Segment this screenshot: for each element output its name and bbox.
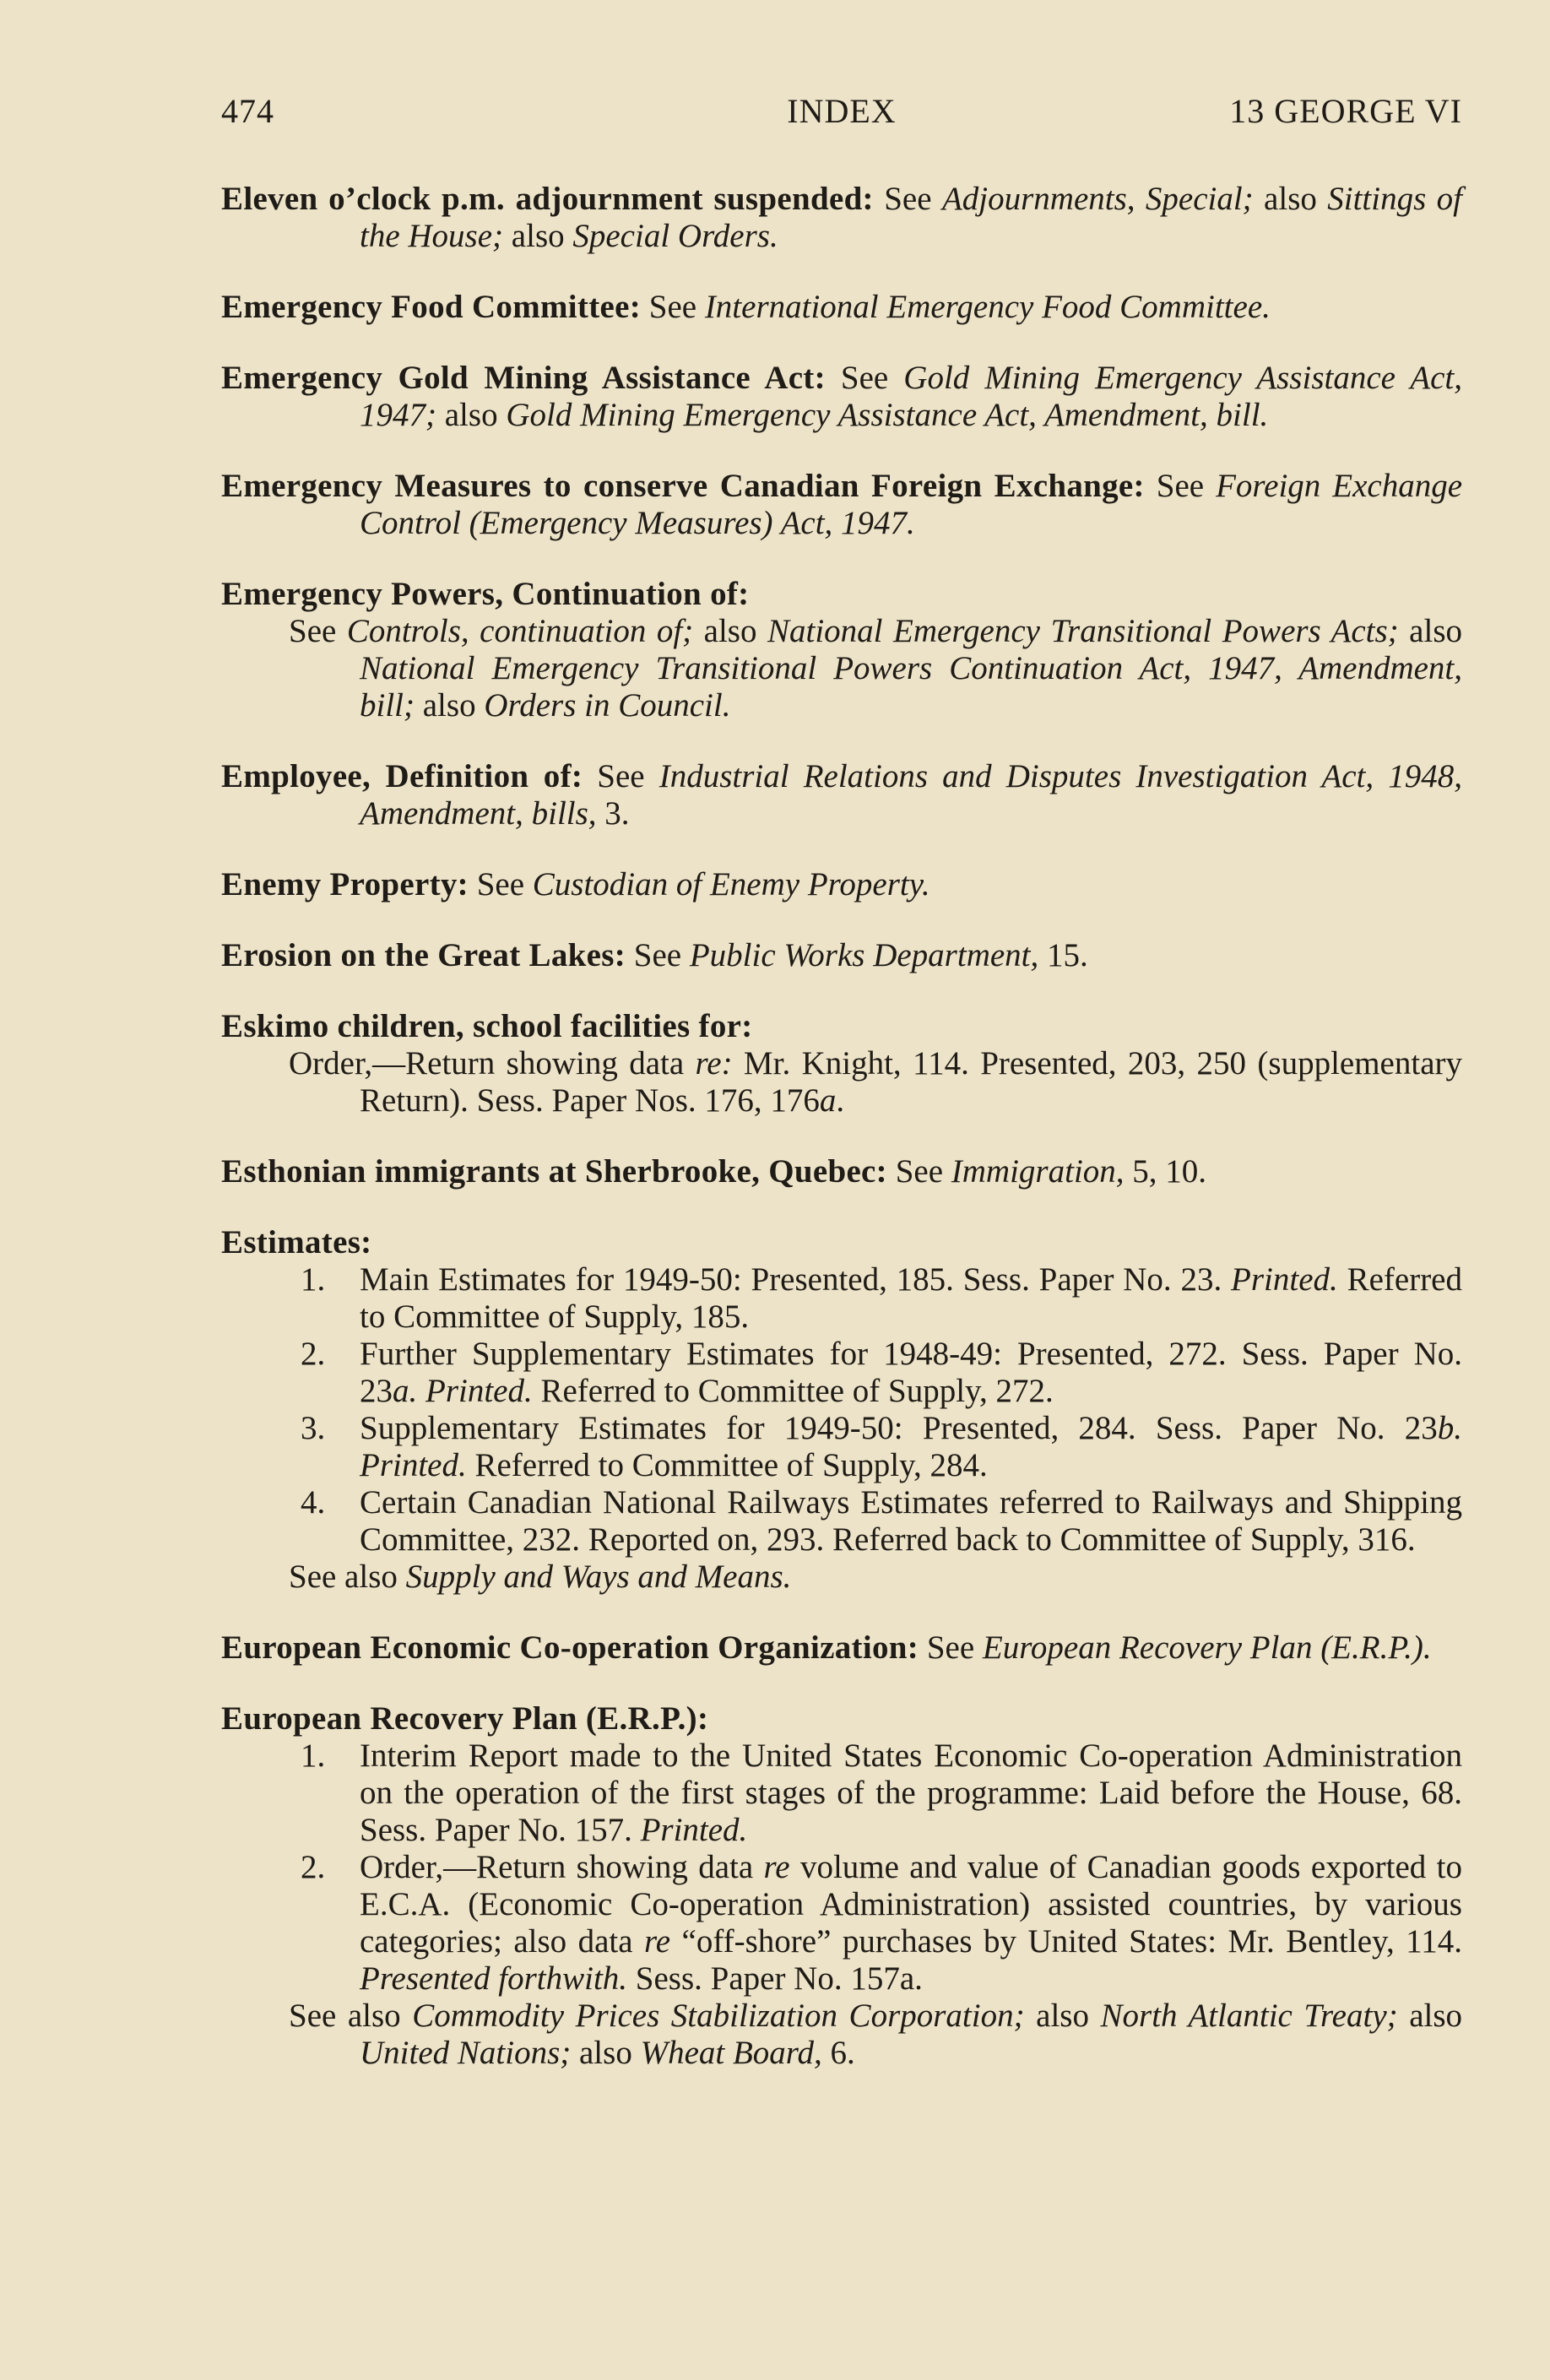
item-number: 1. <box>301 1738 326 1774</box>
cross-reference: Foreign Exchange Control (Emergency Measures) Act, 1947. <box>360 468 1463 541</box>
cross-reference: re <box>763 1849 790 1885</box>
entry-text: also <box>415 687 485 724</box>
entry-text: also <box>1024 1998 1101 2034</box>
list-item <box>221 1336 1462 1410</box>
entry-heading: Eleven o’clock p.m. adjournment suspended: <box>221 181 874 217</box>
cross-reference: Orders in Council. <box>484 687 731 724</box>
cross-reference: Presented forthwith. <box>360 1960 628 1997</box>
cross-reference: Industrial Relations and Disputes Investigation Act, 1948, Amendment, bills, <box>360 758 1463 832</box>
entry-text: also <box>1253 181 1328 217</box>
cross-reference: Custodian of Enemy Property. <box>532 866 930 903</box>
entry-text: See also <box>289 1998 413 2034</box>
cross-reference: Special Orders. <box>572 218 778 254</box>
index-entry-european-economic <box>221 1629 1462 1667</box>
item-number: 2. <box>301 1849 326 1885</box>
entry-text: Order,—Return showing data <box>360 1849 764 1885</box>
entry-text: See <box>873 181 942 217</box>
entry-heading: European Recovery Plan (E.R.P.): <box>221 1700 709 1737</box>
item-number: 4. <box>301 1484 326 1521</box>
entry-text: Order,—Return showing data <box>289 1045 696 1082</box>
see-also-line <box>221 1998 1462 2072</box>
reign-label: 13 GEORGE VI <box>1229 92 1462 130</box>
index-content <box>221 181 1462 2106</box>
entry-heading: Estimates: <box>221 1224 372 1260</box>
index-entry-emergency-food <box>221 289 1462 326</box>
list-item <box>221 1484 1462 1559</box>
entry-text: 3. <box>596 795 630 832</box>
entry-text: also <box>1397 1998 1463 2034</box>
cross-reference: North Atlantic Treaty; <box>1100 1998 1398 2034</box>
erp-list <box>221 1738 1462 1998</box>
entry-text: Referred to Committee of Supply, 185. <box>360 1261 1462 1335</box>
cross-reference: National Emergency Transitional Powers Acts; <box>767 613 1399 649</box>
cross-reference: Controls, continuation of; <box>346 613 694 649</box>
entry-text: See also <box>289 1559 406 1595</box>
cross-reference: International Emergency Food Committee. <box>704 289 1271 325</box>
index-entry-emergency-gold <box>221 360 1462 434</box>
entry-text: Sess. Paper No. 157a. <box>627 1960 923 1997</box>
entry-text: See <box>583 758 659 794</box>
index-entry-estimates <box>221 1224 1462 1596</box>
entry-text: also <box>571 2035 641 2071</box>
index-entry-employee <box>221 758 1462 832</box>
entry-text: See <box>626 937 690 973</box>
cross-reference: European Recovery Plan (E.R.P.). <box>982 1629 1432 1666</box>
cross-reference: United Nations; <box>360 2035 572 2071</box>
entry-text: Supplementary Estimates for 1949-50: Presented, 284. Sess. Paper No. 23 <box>360 1410 1438 1446</box>
entry-text: 6. <box>821 2035 855 2071</box>
list-item <box>221 1261 1462 1336</box>
entry-text: Certain Canadian National Railways Estimates referred to Railways and Shipping Committee, 232. Reported on, 293. Referred back to Committee of Supply, 316. <box>360 1484 1462 1558</box>
entry-heading: Esthonian immigrants at Sherbrooke, Quebec: <box>221 1153 887 1190</box>
item-number: 1. <box>301 1261 326 1298</box>
cross-reference: Wheat Board, <box>640 2035 822 2071</box>
cross-reference: Sittings of the House; <box>360 181 1463 254</box>
entry-text: See <box>825 360 904 396</box>
index-entry-eskimo <box>221 1008 1462 1120</box>
entry-heading: Enemy Property: <box>221 866 469 903</box>
see-also-line <box>221 1559 1462 1596</box>
cross-reference: re <box>644 1923 671 1960</box>
entry-heading: Emergency Measures to conserve Canadian Foreign Exchange: <box>221 468 1145 504</box>
entry-text: See <box>641 289 705 325</box>
entry-heading: Emergency Powers, Continuation of: <box>221 576 750 612</box>
entry-text: Main Estimates for 1949-50: Presented, 185. Sess. Paper No. 23. <box>360 1261 1232 1298</box>
item-number: 3. <box>301 1410 326 1446</box>
entry-text: 15. <box>1038 937 1088 973</box>
entry-text: volume and value of Canadian goods exported to E.C.A. (Economic Co-operation Administration) assisted countries, by various categories; also data <box>360 1849 1463 1960</box>
cross-reference: National Emergency Transitional Powers Continuation Act, 1947, Amendment, bill; <box>360 650 1462 724</box>
entry-text: See <box>468 866 533 903</box>
entry-text: Referred to Committee of Supply, 272. <box>532 1373 1054 1409</box>
list-item <box>221 1410 1462 1484</box>
entry-heading: Emergency Gold Mining Assistance Act: <box>221 360 826 396</box>
page-title: INDEX <box>787 92 897 130</box>
entry-text: See <box>886 1153 951 1190</box>
cross-reference: Printed. <box>640 1812 748 1848</box>
entry-subline <box>221 1045 1462 1120</box>
index-entry-emergency-powers <box>221 576 1462 724</box>
index-entry-esthonian <box>221 1153 1462 1190</box>
entry-heading: Erosion on the Great Lakes: <box>221 937 626 973</box>
list-item <box>221 1849 1462 1998</box>
index-entry-emergency-measures <box>221 468 1462 542</box>
entry-text: 5, 10. <box>1124 1153 1207 1190</box>
cross-reference: a. Printed. <box>393 1373 533 1409</box>
index-entry-eleven-oclock <box>221 181 1462 255</box>
cross-reference: Gold Mining Emergency Assistance Act, 1947; <box>360 360 1463 433</box>
entry-heading: Emergency Food Committee: <box>221 289 641 325</box>
entry-heading: Eskimo children, school facilities for: <box>221 1008 753 1044</box>
entry-text: “off-shore” purchases by United States: Mr. Bentley, 114. <box>670 1923 1462 1960</box>
running-header <box>221 91 1462 142</box>
cross-reference: Immigration, <box>951 1153 1125 1190</box>
entry-text: Interim Report made to the United States Economic Co-operation Administration on the operation of the first stages of the programme: Laid before the House, 68. Sess. Paper No. 157. <box>360 1738 1462 1848</box>
list-item <box>221 1738 1462 1849</box>
cross-reference: Adjournments, Special; <box>941 181 1254 217</box>
cross-reference: b. Printed. <box>360 1410 1462 1483</box>
page-number: 474 <box>221 92 274 130</box>
cross-reference: Public Works Department, <box>689 937 1039 973</box>
cross-reference: Supply and Ways and Means. <box>405 1559 792 1595</box>
entry-heading: Employee, Definition of: <box>221 758 583 794</box>
index-entry-european-recovery-plan <box>221 1700 1462 2072</box>
entry-heading: European Economic Co-operation Organization: <box>221 1629 919 1666</box>
cross-reference: re: <box>695 1045 733 1082</box>
cross-reference: Commodity Prices Stabilization Corporation; <box>412 1998 1025 2034</box>
entry-text: Referred to Committee of Supply, 284. <box>466 1447 988 1483</box>
entry-text: also <box>503 218 573 254</box>
index-entry-erosion <box>221 937 1462 974</box>
entry-text: . <box>836 1082 845 1119</box>
entry-text: See <box>1144 468 1217 504</box>
entry-text: See <box>919 1629 983 1666</box>
entry-text: also <box>436 397 507 433</box>
entry-text: also <box>1398 613 1463 649</box>
estimates-list <box>221 1261 1462 1559</box>
entry-text: Mr. Knight, 114. Presented, 203, 250 (supplementary Return). Sess. Paper Nos. 176, 176 <box>360 1045 1463 1119</box>
cross-reference: Printed. <box>1231 1261 1338 1298</box>
entry-text: also <box>693 613 767 649</box>
entry-text: See <box>289 613 347 649</box>
entry-text: Further Supplementary Estimates for 1948-49: Presented, 272. Sess. Paper No. 23 <box>360 1336 1462 1409</box>
entry-subline <box>221 613 1462 724</box>
index-entry-enemy-property <box>221 866 1462 903</box>
item-number: 2. <box>301 1336 326 1372</box>
cross-reference: Gold Mining Emergency Assistance Act, Amendment, bill. <box>506 397 1269 433</box>
cross-reference: a <box>819 1082 837 1119</box>
